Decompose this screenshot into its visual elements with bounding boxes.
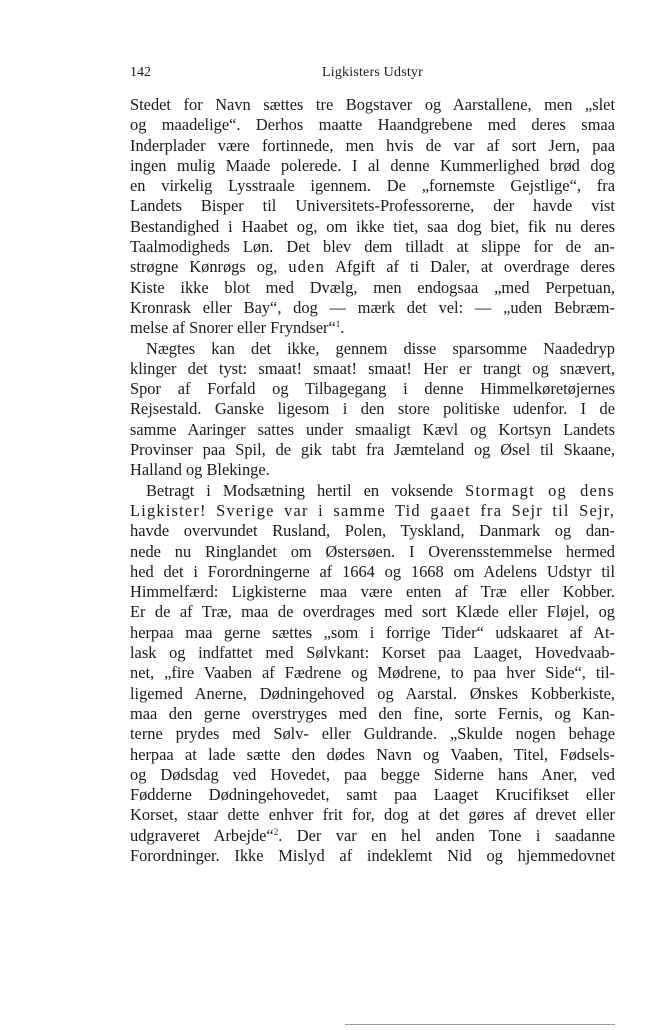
spaced-emphasis: Stormagt og dens <box>465 480 615 500</box>
running-title: Ligkisters Udstyr <box>321 65 423 80</box>
text-line: Bestandighed i Haabet og, om ikke tiet, saa dog biet, fik nu deres <box>130 216 615 236</box>
text-line: Kronrask eller Bay“, dog — mærk det vel: — „uden Bebræm- <box>130 297 615 317</box>
text-line: Nægtes kan det ikke, gennem disse sparsomme Naadedryp <box>146 338 615 358</box>
text-run: strøgne Kønrøgs og, <box>130 257 289 277</box>
text-line: samme Aaringer sattes under smaaligt Kævl og Kortsyn Landets <box>130 419 615 439</box>
text-line: ingen mulig Maade polerede. I al denne Kummerlighed brød dog <box>130 155 615 175</box>
footnote-mark: 2 <box>273 826 279 837</box>
running-head <box>130 62 615 84</box>
text-line: lask og indfattet med Sølvkant: Korset paa Laaget, Hovedvaab- <box>130 643 615 663</box>
text-line: Korset, staar dette enhver frit for, dog at det gøres af drevet eller <box>130 805 615 825</box>
text-line: herpaa maa gerne sættes „som i forrige Tider“ udskaaret af At- <box>130 622 615 642</box>
text-line: Halland og Blekinge. <box>130 460 270 480</box>
text-line: net, „fire Vaaben af Fædrene og Mødrene, to paa hver Side“, til- <box>130 663 615 683</box>
text-line: Stedet for Navn sættes tre Bogstaver og Aarstallene, men „slet <box>130 95 615 114</box>
text-line: Forordninger. Ikke Mislyd af indeklemt Nid og hjemmedovnet <box>130 845 615 865</box>
text-line: herpaa at lade sætte den dødes Navn og Vaaben, Titel, Fødsels- <box>130 744 615 764</box>
text-run: Betragt i Modsætning hertil en voksende <box>146 480 466 500</box>
text-line: ligemed Anerne, Dødningehoved og Aarstal. Ønskes Kobberkiste, <box>130 683 615 703</box>
text-line <box>130 481 615 501</box>
text-line: Provinser paa Spil, de gik tabt fra Jæmteland og Øsel til Skaane, <box>130 440 615 460</box>
footnote-mark: 1 <box>335 319 341 330</box>
text-line: Fødderne Dødningehovedet, samt paa Laaget Krucifikset eller <box>130 785 615 805</box>
text-line <box>130 257 615 277</box>
text-line: Kiste ikke blot med Dvælg, men endogsaa „med Perpetuan, <box>130 277 615 297</box>
book-page <box>130 62 615 866</box>
text-line: Landets Bisper til Universitets-Professorerne, der havde vist <box>130 196 615 216</box>
body-text <box>130 95 615 866</box>
text-line: Himmelfærd: Ligkisterne maa være enten af Træ eller Kobber. <box>130 582 615 602</box>
text-line: en virkelig Lysstraale igennem. De „fornemste Gejstlige“, fra <box>130 176 615 196</box>
text-run: melse af Snorer eller Fryndser“ <box>130 318 336 338</box>
text-line <box>130 826 615 846</box>
text-line: Er de af Træ, maa de overdrages med sort Klæde eller Fløjel, og <box>130 602 615 622</box>
text-run: . Der var en hel anden Tone i saadanne <box>278 825 615 845</box>
text-line <box>130 318 615 338</box>
text-run: . <box>340 318 345 338</box>
bottom-rule <box>345 1024 615 1025</box>
text-line: havde overvundet Rusland, Polen, Tyskland, Danmark og dan- <box>130 521 615 541</box>
text-line: Ligkister! Sverige var i samme Tid gaaet fra Sejr til Sejr, <box>130 500 615 520</box>
text-line: hed det i Forordningerne af 1664 og 1668 om Adelens Udstyr til <box>130 561 615 581</box>
text-line: maa den gerne overstryges med den fine, sorte Fernis, og Kan- <box>130 703 615 723</box>
spaced-emphasis: uden <box>288 257 325 277</box>
text-line: Taalmodigheds Løn. Det blev dem tilladt at slippe for de an- <box>130 237 615 257</box>
text-line: terne prydes med Sølv- eller Guldrande. „Skulde nogen behage <box>130 724 615 744</box>
text-line: Rejsestald. Ganske ligesom i den store politiske udenfor. I de <box>130 399 615 419</box>
text-run: Afgift af ti Daler, at overdrage deres <box>324 257 615 277</box>
text-line: klinger det tyst: smaat! smaat! smaat! Her er trangt og snævert, <box>130 358 615 378</box>
text-run: udgraveret Arbejde“ <box>130 825 274 845</box>
text-line: Spor af Forfald og Tilbagegang i denne Himmelkøretøjernes <box>130 379 615 399</box>
text-line: Inderplader være fortinnede, men hvis de var af sort Jern, paa <box>130 135 615 155</box>
page-number: 142 <box>130 65 151 80</box>
text-line: og maadelige“. Derhos maatte Haandgrebene med deres smaa <box>130 115 615 135</box>
text-line: og Dødsdag ved Hovedet, paa begge Siderne hans Aner, ved <box>130 764 615 784</box>
text-line: nede nu Ringlandet om Østersøen. I Overensstemmelse hermed <box>130 541 615 561</box>
